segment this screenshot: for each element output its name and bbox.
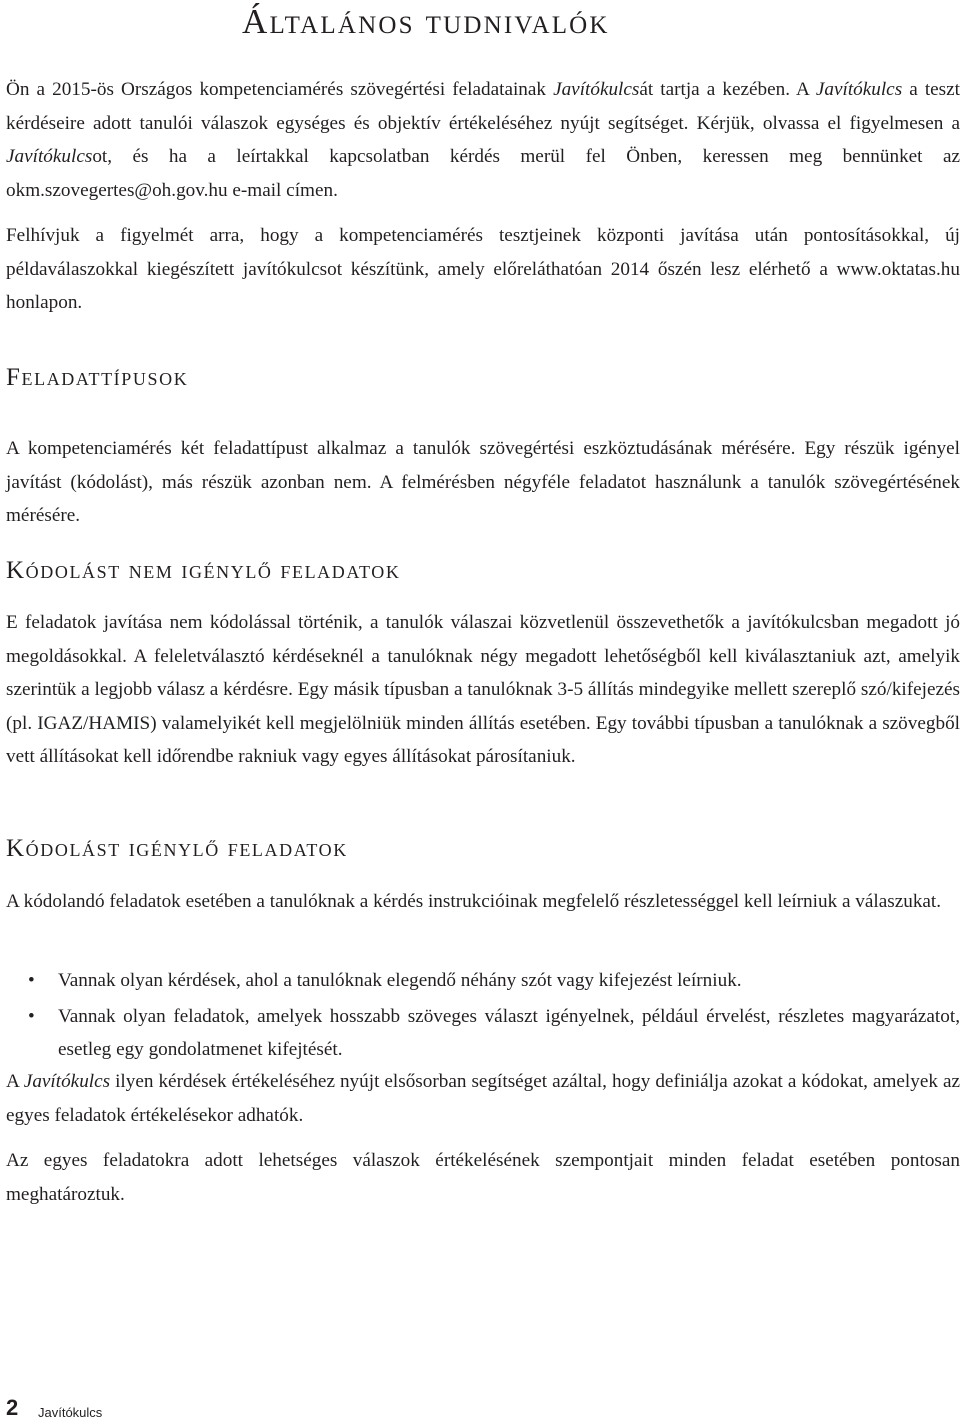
section-heading-feladattipusok: Feladattípusok [6,364,189,391]
intro-emphasis: Javítókulcs [553,79,640,100]
section-no-coding-paragraph: E feladatok javítása nem kódolással történik, a tanulók válaszai közvetlenül összevethetők a javítókulcsban megadott jó megoldásokkal. A feleletválasztó kérdéseknél a tanulóknak négy megadott lehetőségből kell kiválasztaniuk azt, amelyik szerintük a legjobb válasz a kérdésre. Egy másik típusban a tanulóknak 3-5 állítás mindegyike mellett szereplő szó/kifejezés (pl. IGAZ/HAMIS) valamelyikét kell megjelölniük minden állítás esetében. Egy további típusban a tanulóknak a szövegből vett állításokat kell időrendbe rakniuk vagy egyes állításokat párosítaniuk. [6,612,960,767]
section-heading-no-coding: Kódolást nem igénylő feladatok [6,557,401,584]
section-coding-paragraph: A kódolandó feladatok esetében a tanulóknak a kérdés instrukcióinak megfelelő részletességgel kell leírniuk a válaszukat. [6,891,942,912]
page-number: 2 [6,1395,19,1420]
bullet-text: Vannak olyan feladatok, amelyek hosszabb szöveges választ igényelnek, például érvelést, részletes magyarázatot, esetleg egy gondolatmenet kifejtését. [58,1005,960,1060]
intro-emphasis: Javítókulcs [6,146,93,167]
page-title: Általános tudnivalók [242,2,610,41]
coding-after-text: A [6,1071,24,1092]
bullet-icon: • [28,1005,35,1027]
intro-emphasis: Javítókulcs [815,79,903,100]
intro-paragraph-2: Felhívjuk a figyelmét arra, hogy a kompetenciamérés tesztjeinek központi javítása után pontosításokkal, új példaválaszokkal kiegészített javítókulcsot készítünk, amely előreláthatóan 2014 őszén lesz elérhető a www.oktatas.hu honlapon. [6,225,960,313]
intro-paragraph-1 [6,73,960,207]
document-page [6,0,960,1424]
coding-bullet-list [6,964,960,1069]
bullet-icon: • [28,970,35,991]
intro-text: át tartja a kezében. A [639,79,816,100]
section-types-paragraph: A kompetenciamérés két feladattípust alkalmaz a tanulók szövegértési eszköztudásának mérésére. Egy részük igényel javítást (kódolást), más részük azonban nem. A felmérésben négyféle feladatot használunk a tanulók szövegértésének mérésére. [6,438,960,526]
section-heading-coding: Kódolást igénylő feladatok [6,835,348,862]
intro-text: Ön a 2015-ös Országos kompetenciamérés szövegértési feladatainak [6,79,554,100]
bullet-item-2 [6,1000,960,1067]
bullet-text: Vannak olyan kérdések, ahol a tanulóknak elegendő néhány szót vagy kifejezést leírniuk. [58,970,742,991]
footer-label: Javítókulcs [38,1405,103,1420]
bullet-item-1 [6,964,960,998]
intro-text: a teszt kérdéseire adott tanulói válaszok egységes és objektív értékeléséhez nyújt segítséget. Kérjük, olvassa el figyelmesen a [6,79,960,134]
coding-after-text: ilyen kérdések értékeléséhez nyújt elsősorban segítséget azáltal, hogy definiálja azokat a kódokat, amelyek az egyes feladatok értékelésekor adhatók. [6,1071,960,1126]
intro-text: ot, és ha a leírtakkal kapcsolatban kérdés merül fel Önben, keressen meg bennünket az okm.szovegertes@oh.gov.hu e-mail címen. [6,146,960,201]
coding-after-emphasis: Javítókulcs [23,1071,111,1092]
coding-after-paragraph [6,1065,960,1132]
final-paragraph: Az egyes feladatokra adott lehetséges válaszok értékelésének szempontjait minden feladat esetében pontosan meghatároztuk. [6,1150,960,1205]
